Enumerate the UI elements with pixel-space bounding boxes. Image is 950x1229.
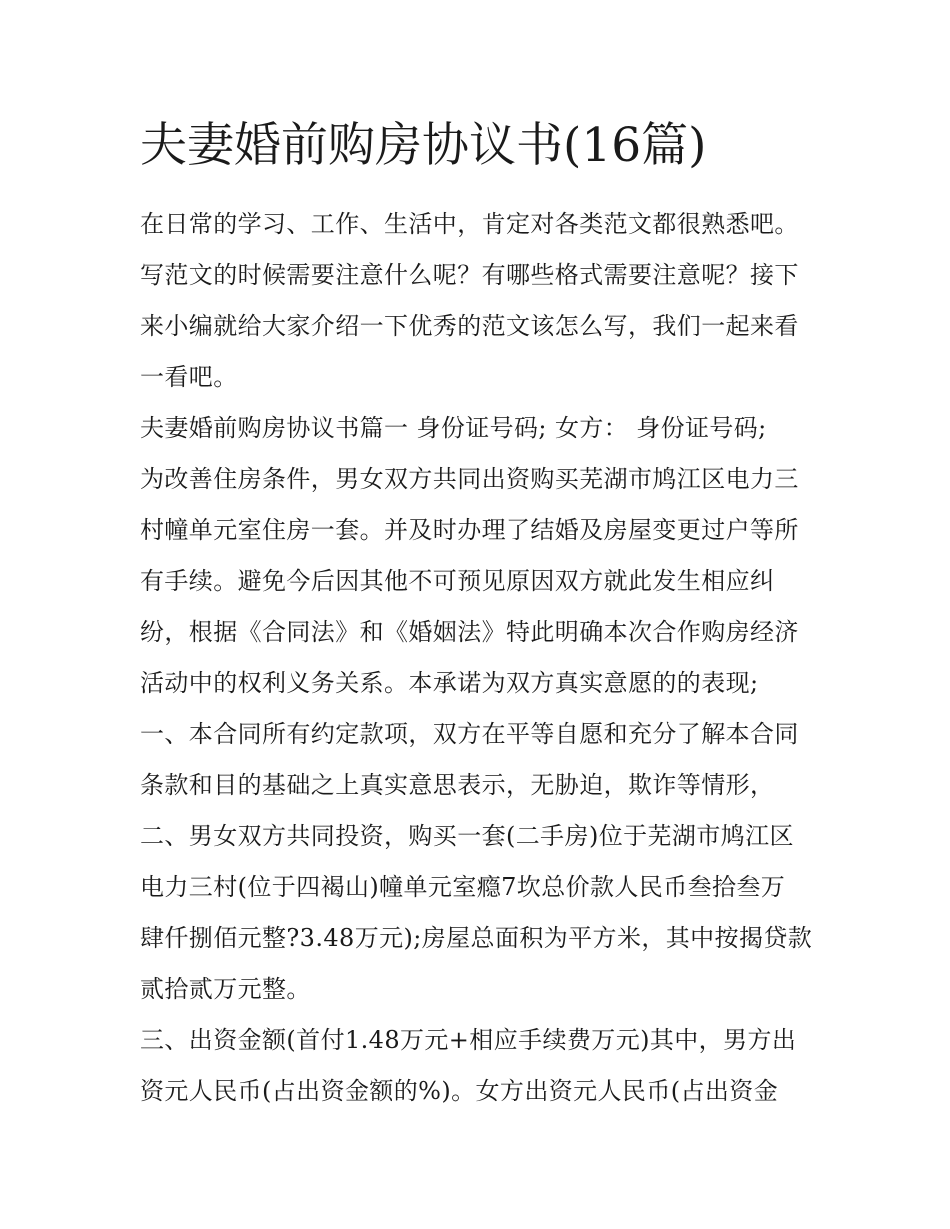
document-body <box>140 199 820 1117</box>
body-line: 为改善住房条件，男女双方共同出资购买芜湖市鸠江区电力三 <box>140 465 799 493</box>
body-line: 肆仟捌佰元整?3.48万元);房屋总面积为平方米，其中按揭贷款 <box>140 924 813 952</box>
body-line: 贰拾贰万元整。 <box>140 975 311 1003</box>
body-line: 条款和目的基础之上真实意思表示，无胁迫，欺诈等情形， <box>140 771 775 799</box>
body-line: 来小编就给大家介绍一下优秀的范文该怎么写，我们一起来看 <box>140 312 799 340</box>
body-line: 写范文的时候需要注意什么呢？有哪些格式需要注意呢？接下 <box>140 261 799 289</box>
body-line: 二、男女双方共同投资，购买一套(二手房)位于芜湖市鸠江区 <box>140 822 794 850</box>
body-line: 有手续。避免今后因其他不可预见原因双方就此发生相应纠 <box>140 567 775 595</box>
body-line: 资元人民币(占出资金额的%)。女方出资元人民币(占出资金 <box>140 1077 779 1105</box>
body-line: 纷，根据《合同法》和《婚姻法》特此明确本次合作购房经济 <box>140 618 799 646</box>
body-line: 一、本合同所有约定款项，双方在平等自愿和充分了解本合同 <box>140 720 799 748</box>
body-line: 电力三村(位于四褐山)幢单元室瘾7坎总价款人民币叁拾叁万 <box>140 873 786 901</box>
body-line: 三、出资金额(首付1.48万元+相应手续费万元)其中，男方出 <box>140 1026 797 1054</box>
document-title: 夫妻婚前购房协议书(16篇) <box>140 118 707 173</box>
body-line: 活动中的权利义务关系。本承诺为双方真实意愿的的表现; <box>140 669 759 697</box>
body-line: 村幢单元室住房一套。并及时办理了结婚及房屋变更过户等所 <box>140 516 799 544</box>
body-line: 在日常的学习、工作、生活中，肯定对各类范文都很熟悉吧。 <box>140 210 799 238</box>
body-line: 夫妻婚前购房协议书篇一 身份证号码; 女方： 身份证号码; <box>140 414 767 442</box>
body-line: 一看吧。 <box>140 363 238 391</box>
